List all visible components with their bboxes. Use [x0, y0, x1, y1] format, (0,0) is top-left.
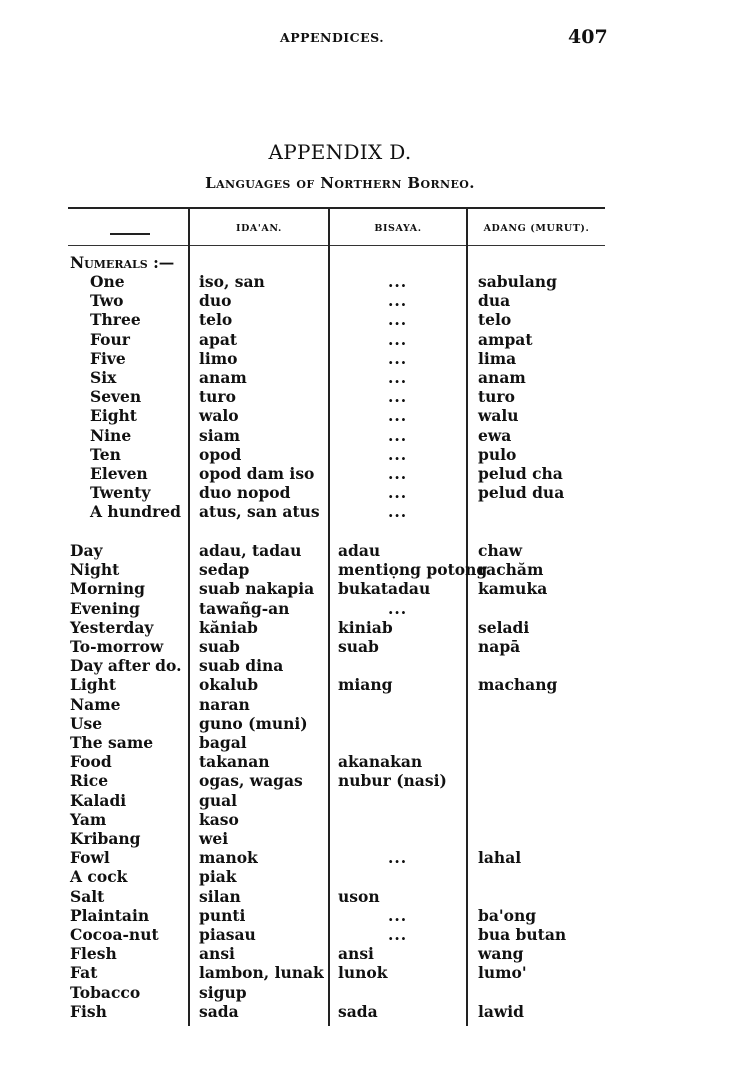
table-top-rule: [68, 207, 605, 209]
english-term: One: [90, 272, 125, 291]
english-term: To-morrow: [70, 637, 164, 656]
bisaya-term: ...: [388, 598, 408, 618]
adang-term: rachăm: [478, 560, 544, 580]
english-term: Use: [70, 713, 103, 733]
table-row: [0, 733, 733, 752]
table-row: [0, 829, 733, 848]
table-row: [0, 675, 733, 694]
table-row: [0, 906, 733, 925]
table-row: [0, 752, 733, 771]
page-title: APPENDIX D.: [268, 140, 412, 164]
table-row: [0, 925, 733, 944]
bisaya-term: ...: [388, 348, 408, 368]
english-term: Six: [90, 368, 117, 387]
adang-term: wang: [478, 944, 524, 964]
table-row: [0, 426, 733, 445]
bisaya-term: miang: [338, 675, 393, 695]
idaan-term: opod: [199, 444, 242, 464]
table-row: [0, 848, 733, 867]
bisaya-term: ...: [388, 905, 408, 925]
idaan-term: ogas, wagas: [199, 771, 303, 791]
adang-term: lumo': [478, 963, 527, 983]
idaan-term: lambon, lunak: [199, 963, 324, 983]
english-term: Two: [90, 291, 124, 311]
adang-term: ampat: [478, 329, 533, 349]
bisaya-term: ...: [388, 406, 408, 426]
table-row: [0, 1002, 733, 1021]
idaan-term: telo: [199, 310, 233, 330]
bisaya-term: akanakan: [338, 752, 423, 772]
english-term: The same: [70, 733, 154, 752]
idaan-term: piasau: [199, 925, 256, 944]
english-term: Nine: [90, 425, 132, 445]
table-row: [0, 810, 733, 829]
table-row: [0, 291, 733, 310]
english-term: A cock: [70, 867, 128, 887]
bisaya-term: ...: [388, 387, 408, 407]
english-term: Cocoa-nut: [70, 925, 159, 944]
idaan-term: ansi: [199, 944, 235, 964]
adang-term: sabulang: [478, 272, 557, 291]
idaan-term: bagal: [199, 733, 247, 752]
table-row: [0, 272, 733, 291]
table-row: [0, 656, 733, 675]
idaan-term: tawañg-an: [199, 598, 290, 618]
table-row: [0, 944, 733, 963]
table-row: [0, 887, 733, 906]
adang-term: lahal: [478, 848, 522, 868]
idaan-term: sedap: [199, 560, 250, 580]
english-term: Light: [70, 675, 117, 695]
idaan-term: guno (muni): [199, 713, 308, 733]
bisaya-term: ansi: [338, 944, 374, 964]
idaan-term: siam: [199, 425, 241, 445]
table-row: [0, 963, 733, 982]
adang-term: bua butan: [478, 925, 567, 944]
english-term: Rice: [70, 771, 109, 791]
page-number: 407: [568, 26, 608, 48]
idaan-term: piak: [199, 867, 237, 887]
adang-term: pelud dua: [478, 483, 565, 503]
adang-term: machang: [478, 675, 558, 695]
idaan-term: opod dam iso: [199, 464, 315, 483]
bisaya-term: ...: [388, 444, 408, 464]
bisaya-term: ...: [388, 925, 408, 944]
bisaya-term: ...: [388, 272, 408, 291]
table-row: [0, 791, 733, 810]
english-term: Day: [70, 541, 103, 560]
table-row: [0, 445, 733, 464]
table-row: [0, 310, 733, 329]
english-term: Eleven: [90, 464, 148, 483]
bisaya-term: kiniab: [338, 617, 393, 637]
header-idaan: IDA'AN.: [236, 223, 282, 234]
english-term: Evening: [70, 598, 140, 618]
english-term: Salt: [70, 886, 105, 906]
idaan-term: duo: [199, 291, 232, 311]
idaan-term: walo: [199, 406, 239, 426]
english-term: Fowl: [70, 848, 110, 868]
adang-term: ba'ong: [478, 905, 537, 925]
idaan-term: atus, san atus: [199, 502, 320, 522]
table-row: [0, 579, 733, 598]
adang-term: pelud cha: [478, 464, 563, 483]
idaan-term: gual: [199, 790, 238, 810]
adang-term: pulo: [478, 444, 517, 464]
adang-term: dua: [478, 291, 511, 311]
table-row: [0, 483, 733, 502]
table-header-rule: [68, 245, 605, 246]
english-term: Plaintain: [70, 905, 150, 925]
english-term: Three: [90, 310, 141, 330]
english-term: Fish: [70, 1001, 107, 1021]
idaan-term: suab nakapia: [199, 579, 315, 599]
idaan-term: iso, san: [199, 272, 265, 291]
adang-term: chaw: [478, 541, 523, 560]
idaan-term: punti: [199, 905, 246, 925]
idaan-term: anam: [199, 368, 247, 387]
english-term: Four: [90, 329, 130, 349]
adang-term: ewa: [478, 425, 512, 445]
idaan-term: silan: [199, 886, 241, 906]
idaan-term: suab dina: [199, 656, 284, 676]
english-term: Ten: [90, 444, 121, 464]
bisaya-term: bukatadau: [338, 579, 431, 599]
table-row: [0, 406, 733, 425]
bisaya-term: suab: [338, 637, 379, 656]
table-row: [0, 330, 733, 349]
english-term: Kribang: [70, 829, 141, 848]
adang-term: lima: [478, 348, 517, 368]
table-row: [0, 560, 733, 579]
english-term: A hundred: [90, 502, 181, 522]
english-term: Yesterday: [70, 617, 154, 637]
idaan-term: apat: [199, 329, 238, 349]
table-row: [0, 464, 733, 483]
english-term: Tobacco: [70, 982, 141, 1002]
idaan-term: limo: [199, 348, 238, 368]
english-term: Seven: [90, 387, 142, 407]
idaan-term: turo: [199, 387, 236, 407]
idaan-term: suab: [199, 637, 240, 656]
bisaya-term: lunok: [338, 963, 388, 983]
bisaya-term: ...: [388, 464, 408, 483]
bisaya-term: adau: [338, 541, 381, 560]
header-english-dash: [110, 233, 150, 235]
section-numerals-heading: Numerals :—: [70, 253, 175, 272]
idaan-term: sigup: [199, 982, 247, 1002]
table-row: [0, 714, 733, 733]
bisaya-term: ...: [388, 502, 408, 522]
table-row: [0, 618, 733, 637]
table-row: [0, 637, 733, 656]
bisaya-term: ...: [388, 425, 408, 445]
idaan-term: kaso: [199, 809, 239, 829]
adang-term: napā: [478, 637, 521, 656]
idaan-term: manok: [199, 848, 258, 868]
adang-term: telo: [478, 310, 512, 330]
bisaya-term: ...: [388, 310, 408, 330]
table-row: [0, 387, 733, 406]
table-row: [0, 983, 733, 1002]
table-row: [0, 368, 733, 387]
table-row: [0, 349, 733, 368]
adang-term: kamuka: [478, 579, 548, 599]
english-term: Twenty: [90, 483, 151, 503]
header-adang-murut: ADANG (MURUT).: [483, 223, 590, 234]
idaan-term: takanan: [199, 752, 270, 772]
idaan-term: wei: [199, 829, 229, 848]
running-head: APPENDICES.: [280, 30, 385, 45]
english-term: Flesh: [70, 944, 117, 964]
bisaya-term: ...: [388, 483, 408, 503]
english-term: Night: [70, 560, 120, 580]
idaan-term: okalub: [199, 675, 259, 695]
table-row: [0, 541, 733, 560]
bisaya-term: ...: [388, 291, 408, 311]
page-subtitle: Languages of Northern Borneo.: [205, 174, 475, 192]
adang-term: seladi: [478, 617, 530, 637]
table-row: [0, 502, 733, 521]
bisaya-term: mentiọng potong: [338, 560, 488, 580]
header-bisaya: BISAYA.: [374, 223, 422, 234]
english-term: Eight: [90, 406, 137, 426]
english-term: Kaladi: [70, 790, 127, 810]
bisaya-term: uson: [338, 886, 380, 906]
table-row: [0, 599, 733, 618]
english-term: Yam: [70, 809, 107, 829]
idaan-term: kăniab: [199, 617, 258, 637]
english-term: Name: [70, 694, 121, 714]
idaan-term: adau, tadau: [199, 541, 302, 560]
bisaya-term: ...: [388, 368, 408, 387]
table-row: [0, 771, 733, 790]
adang-term: anam: [478, 368, 526, 387]
idaan-term: sada: [199, 1001, 239, 1021]
bisaya-term: nubur (nasi): [338, 771, 447, 791]
table-row: [0, 867, 733, 886]
bisaya-term: ...: [388, 848, 408, 868]
adang-term: turo: [478, 387, 515, 407]
english-term: Fat: [70, 963, 98, 983]
bisaya-term: sada: [338, 1001, 378, 1021]
bisaya-term: ...: [388, 329, 408, 349]
adang-term: lawid: [478, 1001, 525, 1021]
idaan-term: naran: [199, 694, 250, 714]
adang-term: walu: [478, 406, 519, 426]
english-term: Food: [70, 752, 112, 772]
idaan-term: duo nopod: [199, 483, 291, 503]
english-term: Five: [90, 348, 126, 368]
table-row: [0, 695, 733, 714]
english-term: Day after do.: [70, 656, 182, 676]
english-term: Morning: [70, 579, 145, 599]
